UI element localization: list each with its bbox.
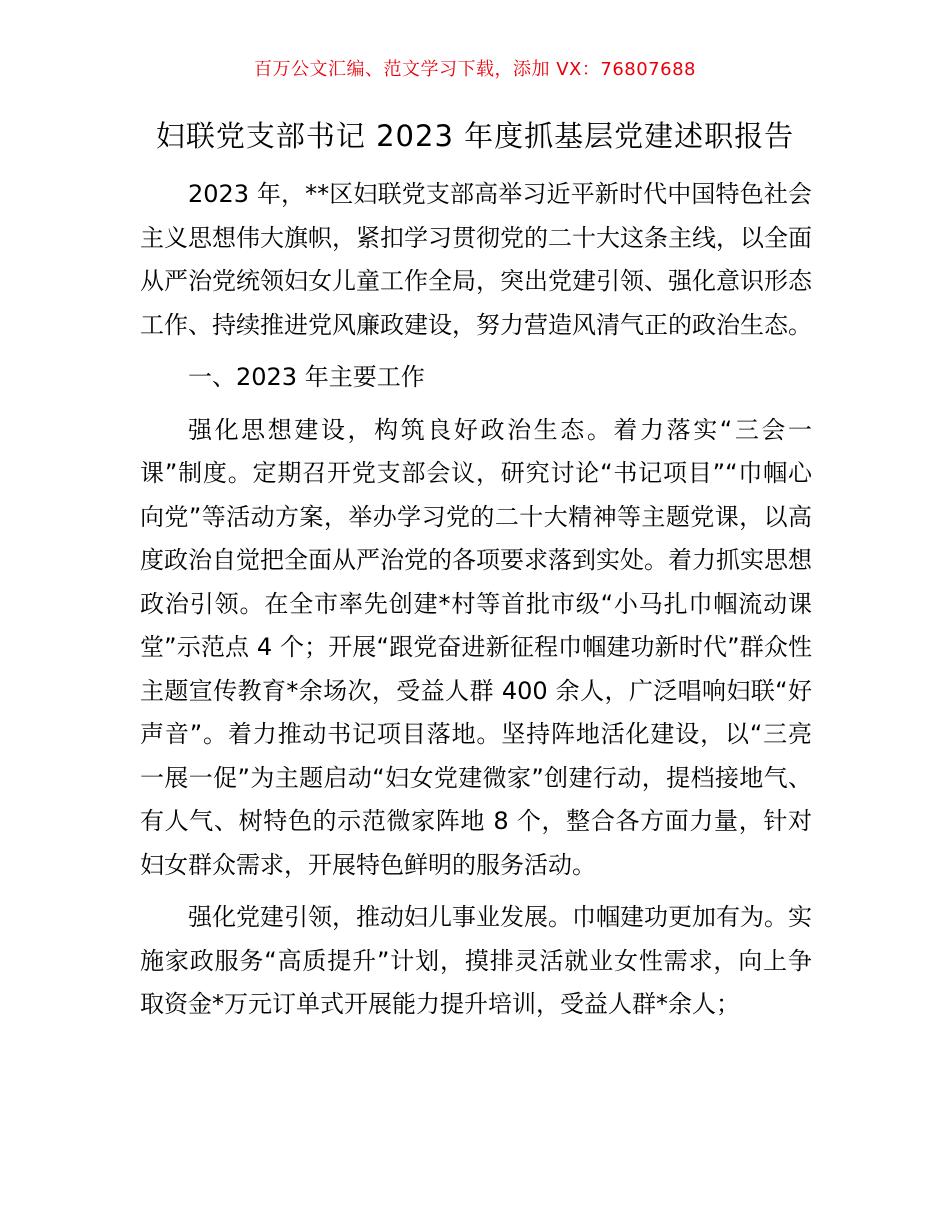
paragraph-thought-building: 强化思想建设，构筑良好政治生态。着力落实“三会一课”制度。定期召开党支部会议，研究讨论“书记项目”“巾帼心向党”等活动方案，举办学习党的二十大精神等主题党课，以高度政治自觉把全面从严治党的各项要求落到实处。着力抓实思想政治引领。在全市率先创建*村等首批市级“小马扎巾帼流动课堂”示范点 4 个；开展“跟党奋进新征程巾帼建功新时代”群众性主题宣传教育*余场次，受益人群 400 余人，广泛唱响妇联“好声音”。着力推动书记项目落地。坚持阵地活化建设，以“三亮一展一促”为主题启动“妇女党建微家”创建行动，提档接地气、有人气、树特色的示范微家阵地 8 个，整合各方面力量，针对妇女群众需求，开展特色鲜明的服务活动。 [140, 415, 812, 879]
section-heading: 一、2023 年主要工作 [188, 363, 425, 391]
header-watermark: 百万公文汇编、范文学习下载，添加 VX：76807688 [254, 59, 696, 80]
paragraph-intro: 2023 年，**区妇联党支部高举习近平新时代中国特色社会主义思想伟大旗帜，紧扣学习贯彻党的二十大这条主线，以全面从严治党统领妇女儿童工作全局，突出党建引领、强化意识形态工作、持续推进党风廉政建设，努力营造风清气正的政治生态。 [140, 180, 812, 339]
paragraph-party-leading: 强化党建引领，推动妇儿事业发展。巾帼建功更加有为。实施家政服务“高质提升”计划，摸排灵活就业女性需求，向上争取资金*万元订单式开展能力提升培训，受益人群*余人； [140, 903, 812, 1018]
document-body [140, 173, 812, 1027]
document-title: 妇联党支部书记 2023 年度抓基层党建述职报告 [155, 119, 795, 153]
